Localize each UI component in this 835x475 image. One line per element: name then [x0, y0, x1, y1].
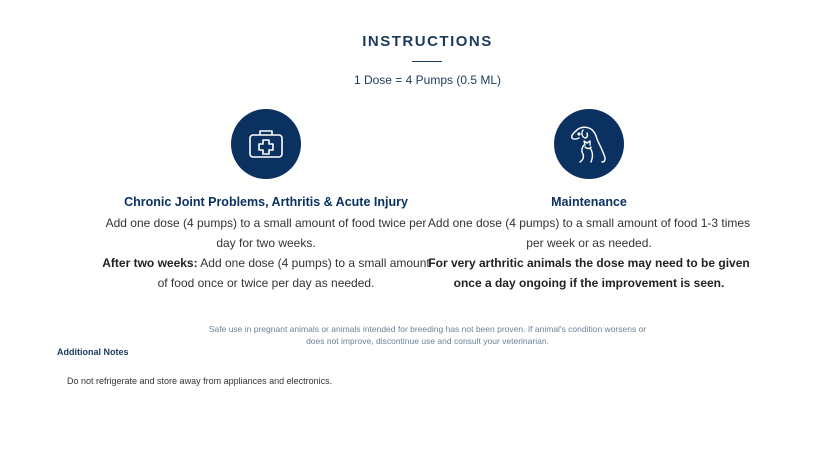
chronic-joint-title: Chronic Joint Problems, Arthritis & Acute Injury [124, 195, 408, 209]
safety-note: Safe use in pregnant animals or animals intended for breeding has not been proven. If animal's condition worsens or does not improve, discontinue use and consult your veterinarian. [208, 324, 647, 346]
dose-info: 1 Dose = 4 Pumps (0.5 ML) [353, 73, 502, 87]
maintenance-column [424, 109, 754, 293]
chronic-joint-text [101, 213, 431, 293]
chronic-joint-column [101, 109, 431, 293]
arthritic-animals-note: For very arthritic animals the dose may need to be given once a day ongoing if the improvement is seen. [428, 256, 750, 290]
maintenance-text [424, 213, 754, 293]
title-divider [412, 61, 442, 62]
chronic-joint-dose-text: Add one dose (4 pumps) to a small amount of food twice per day for two weeks. [105, 216, 427, 250]
after-two-weeks-label: After two weeks: [102, 256, 198, 270]
dog-and-cat-icon [554, 109, 624, 179]
maintenance-title: Maintenance [551, 195, 627, 209]
additional-notes-text: Do not refrigerate and store away from appliances and electronics. [67, 376, 333, 386]
after-two-weeks-text: Add one dose (4 pumps) to a small amount of food once or twice per day as needed. [157, 256, 430, 290]
instructions-title: INSTRUCTIONS [362, 33, 493, 50]
first-aid-kit-icon [231, 109, 301, 179]
additional-notes-label: Additional Notes [57, 347, 129, 357]
maintenance-dose-text: Add one dose (4 pumps) to a small amount of food 1-3 times per week or as needed. [427, 216, 751, 250]
